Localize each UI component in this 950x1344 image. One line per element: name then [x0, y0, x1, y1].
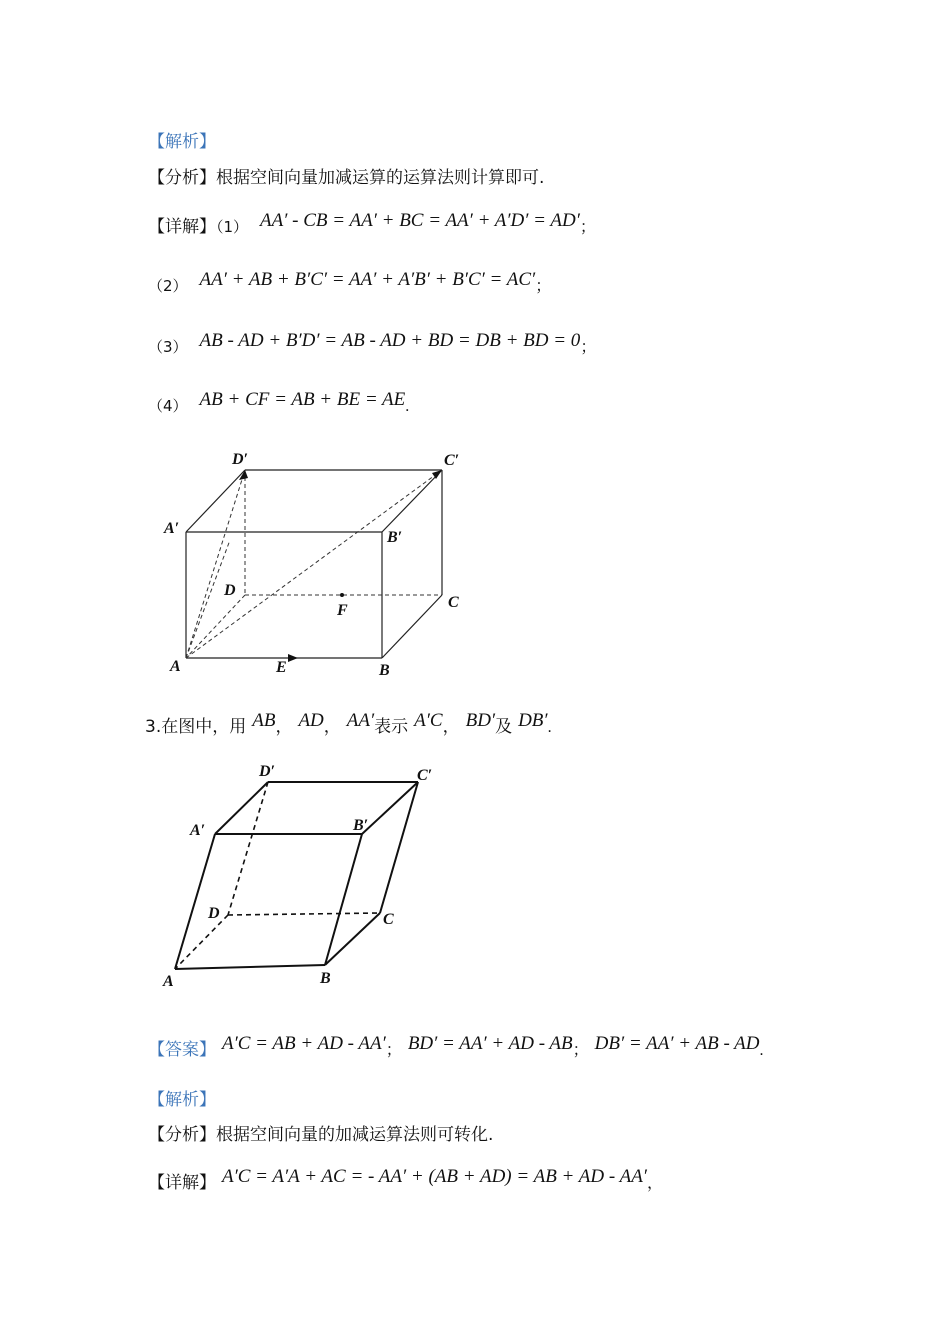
label-Ap: A′ — [190, 822, 206, 839]
xiangjie-label-1: 【详解】 — [148, 217, 216, 237]
item-2 — [148, 269, 552, 297]
item-4-end: . — [405, 398, 410, 415]
diag-ACp — [186, 470, 442, 658]
q3-mid: 表示 — [374, 717, 409, 737]
edge-DC-hidden — [228, 913, 380, 915]
arrow-AE — [288, 654, 298, 662]
label-C: C — [383, 911, 394, 928]
edge-ApDp — [186, 470, 245, 532]
label-Cp: C′ — [444, 452, 460, 469]
q3-and: 及 — [495, 717, 513, 737]
answer-f1: A′C = AB + AD - AA′ — [222, 1033, 386, 1054]
fenxi-text-1: 根据空间向量加减运算的运算法则计算即可. — [216, 168, 545, 188]
edge-BBp — [325, 834, 362, 965]
label-Bp: B′ — [353, 817, 369, 834]
q3-text-before: 在图中，用 — [161, 717, 247, 737]
answer-label: 【答案】 — [148, 1040, 216, 1060]
item-3-end: ； — [580, 339, 597, 356]
answer-line — [148, 1035, 764, 1061]
item-1-index: （1） — [216, 218, 249, 236]
edge-CB — [382, 595, 442, 658]
answer-end: . — [759, 1042, 764, 1059]
label-C: C — [448, 594, 459, 611]
fenxi-label-2: 【分析】 — [148, 1125, 216, 1145]
label-A: A — [170, 658, 181, 675]
label-D: D — [224, 582, 236, 599]
q3-t2: BD′ — [465, 710, 496, 731]
label-E: E — [276, 659, 287, 676]
diag-A-extra — [186, 540, 230, 658]
edge-CpC — [380, 782, 418, 913]
detail-2-end: ， — [646, 1175, 663, 1192]
q3-end: . — [547, 719, 552, 736]
item-4-formula: AB + CF = AB + BE = AE — [199, 389, 406, 410]
jiexi-label-2: 【解析】 — [148, 1090, 216, 1110]
answer-f2: BD′ = AA′ + AD - AB — [407, 1033, 573, 1054]
q3-sep2: ， — [323, 717, 341, 737]
q3-v2: AD — [298, 710, 324, 731]
label-Bp: B′ — [387, 529, 403, 546]
detail-line-2 — [148, 1168, 663, 1194]
q3-t3: DB′ — [518, 710, 548, 731]
q3-number: 3. — [145, 717, 162, 737]
label-D: D — [208, 905, 220, 922]
answer-s1: ； — [385, 1042, 402, 1059]
item-2-index: （2） — [148, 277, 188, 295]
label-Cp: C′ — [417, 767, 433, 784]
label-A: A — [163, 973, 174, 990]
item-2-end: ； — [535, 278, 552, 295]
analysis-line-1 — [148, 163, 544, 188]
q3-v1: AB — [252, 710, 276, 731]
label-Dp: D′ — [259, 763, 276, 780]
question-3 — [145, 712, 552, 738]
parallelepiped-figure — [155, 755, 455, 995]
item-3 — [148, 330, 597, 358]
item-1-formula: AA′ - CB = AA′ + BC = AA′ + A′D′ = AD′ — [260, 210, 580, 231]
cuboid-figure — [160, 440, 480, 685]
answer-f3: DB′ = AA′ + AB - AD — [594, 1033, 760, 1054]
point-F — [340, 593, 344, 597]
q3-sep1: ， — [275, 717, 293, 737]
edge-DA-hidden — [186, 595, 245, 658]
q3-v3: AA′ — [346, 710, 375, 731]
item-4 — [148, 389, 410, 417]
jiexi-label-1: 【解析】 — [148, 132, 216, 152]
edge-AB — [175, 965, 325, 969]
item-4-index: （4） — [148, 397, 188, 415]
detail-2-formula: A′C = A′A + AC = - AA′ + (AB + AD) = AB + AD - AA′ — [222, 1166, 647, 1187]
analysis-line-2 — [148, 1120, 493, 1145]
item-3-index: （3） — [148, 338, 188, 356]
item-2-formula: AA′ + AB + B′C′ = AA′ + A′B′ + B′C′ = AC′ — [199, 269, 536, 290]
label-Ap: A′ — [164, 520, 180, 537]
detail-line-1 — [148, 212, 596, 238]
item-3-formula: AB - AD + B′D′ = AB - AD + BD = DB + BD = 0 — [199, 330, 581, 351]
label-F: F — [337, 602, 348, 619]
xiangjie-label-2: 【详解】 — [148, 1173, 216, 1193]
label-Dp: D′ — [232, 451, 249, 468]
fenxi-text-2: 根据空间向量的加减运算法则可转化. — [216, 1125, 494, 1145]
answer-s2: ； — [572, 1042, 589, 1059]
q3-sep3: ， — [442, 717, 460, 737]
edge-CpBp — [382, 470, 442, 532]
diag-ADp — [186, 470, 245, 658]
label-B: B — [320, 970, 331, 987]
q3-t1: A′C — [414, 710, 443, 731]
item-1-end: ； — [579, 219, 596, 236]
fenxi-label-1: 【分析】 — [148, 168, 216, 188]
label-B: B — [379, 662, 390, 679]
arrow-ACp — [432, 470, 442, 479]
